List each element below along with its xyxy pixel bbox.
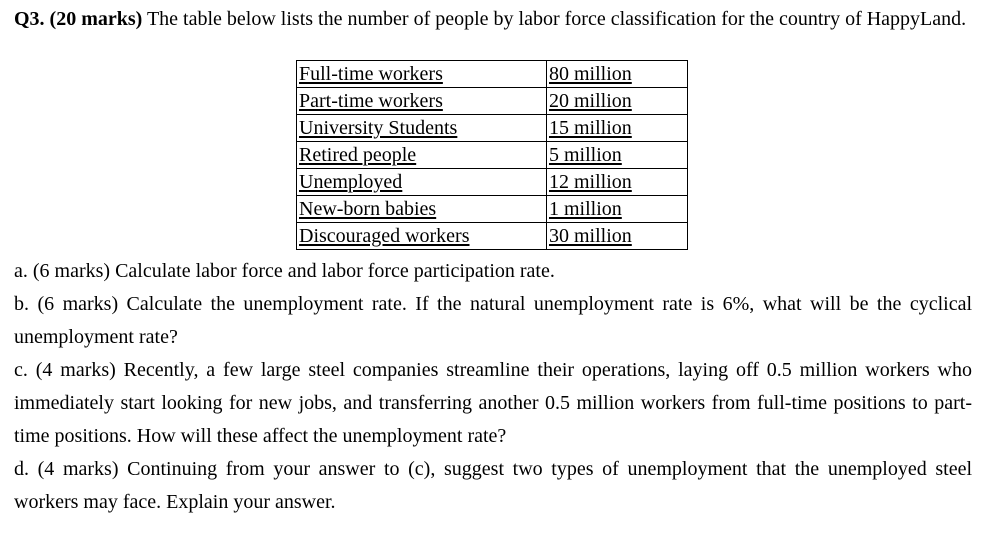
question-parts	[14, 255, 972, 519]
table-row	[297, 61, 688, 88]
labor-force-table	[296, 60, 688, 250]
row-label: Discouraged workers	[297, 223, 547, 250]
part-d: d. (4 marks) Continuing from your answer to (c), suggest two types of unemployment that the unemployed steel workers may face. Explain your answer.	[14, 458, 972, 513]
question-intro: The table below lists the number of people by labor force classification for the country of HappyLand.	[142, 8, 967, 30]
row-value: 15 million	[547, 115, 688, 142]
row-label: Unemployed	[297, 169, 547, 196]
table-row	[297, 223, 688, 250]
row-value: 12 million	[547, 169, 688, 196]
table-row	[297, 115, 688, 142]
part-c: c. (4 marks) Recently, a few large steel companies streamline their operations, laying off 0.5 million workers who immediately start looking for new jobs, and transferring another 0.5 million workers from full-time positions to part-time positions. How will these affect the unemployment rate?	[14, 359, 972, 447]
row-value: 5 million	[547, 142, 688, 169]
table-row	[297, 196, 688, 223]
row-label: Full-time workers	[297, 61, 547, 88]
row-value: 20 million	[547, 88, 688, 115]
row-label: University Students	[297, 115, 547, 142]
row-value: 30 million	[547, 223, 688, 250]
question-header	[14, 4, 972, 34]
row-label: Retired people	[297, 142, 547, 169]
part-a: a. (6 marks) Calculate labor force and labor force participation rate.	[14, 260, 555, 282]
part-b: b. (6 marks) Calculate the unemployment rate. If the natural unemployment rate is 6%, what will be the cyclical unemployment rate?	[14, 293, 972, 348]
row-label: New-born babies	[297, 196, 547, 223]
row-label: Part-time workers	[297, 88, 547, 115]
row-value: 1 million	[547, 196, 688, 223]
row-value: 80 million	[547, 61, 688, 88]
table-row	[297, 142, 688, 169]
table-row	[297, 169, 688, 196]
question-number-marks: Q3. (20 marks)	[14, 8, 143, 30]
table-row	[297, 88, 688, 115]
